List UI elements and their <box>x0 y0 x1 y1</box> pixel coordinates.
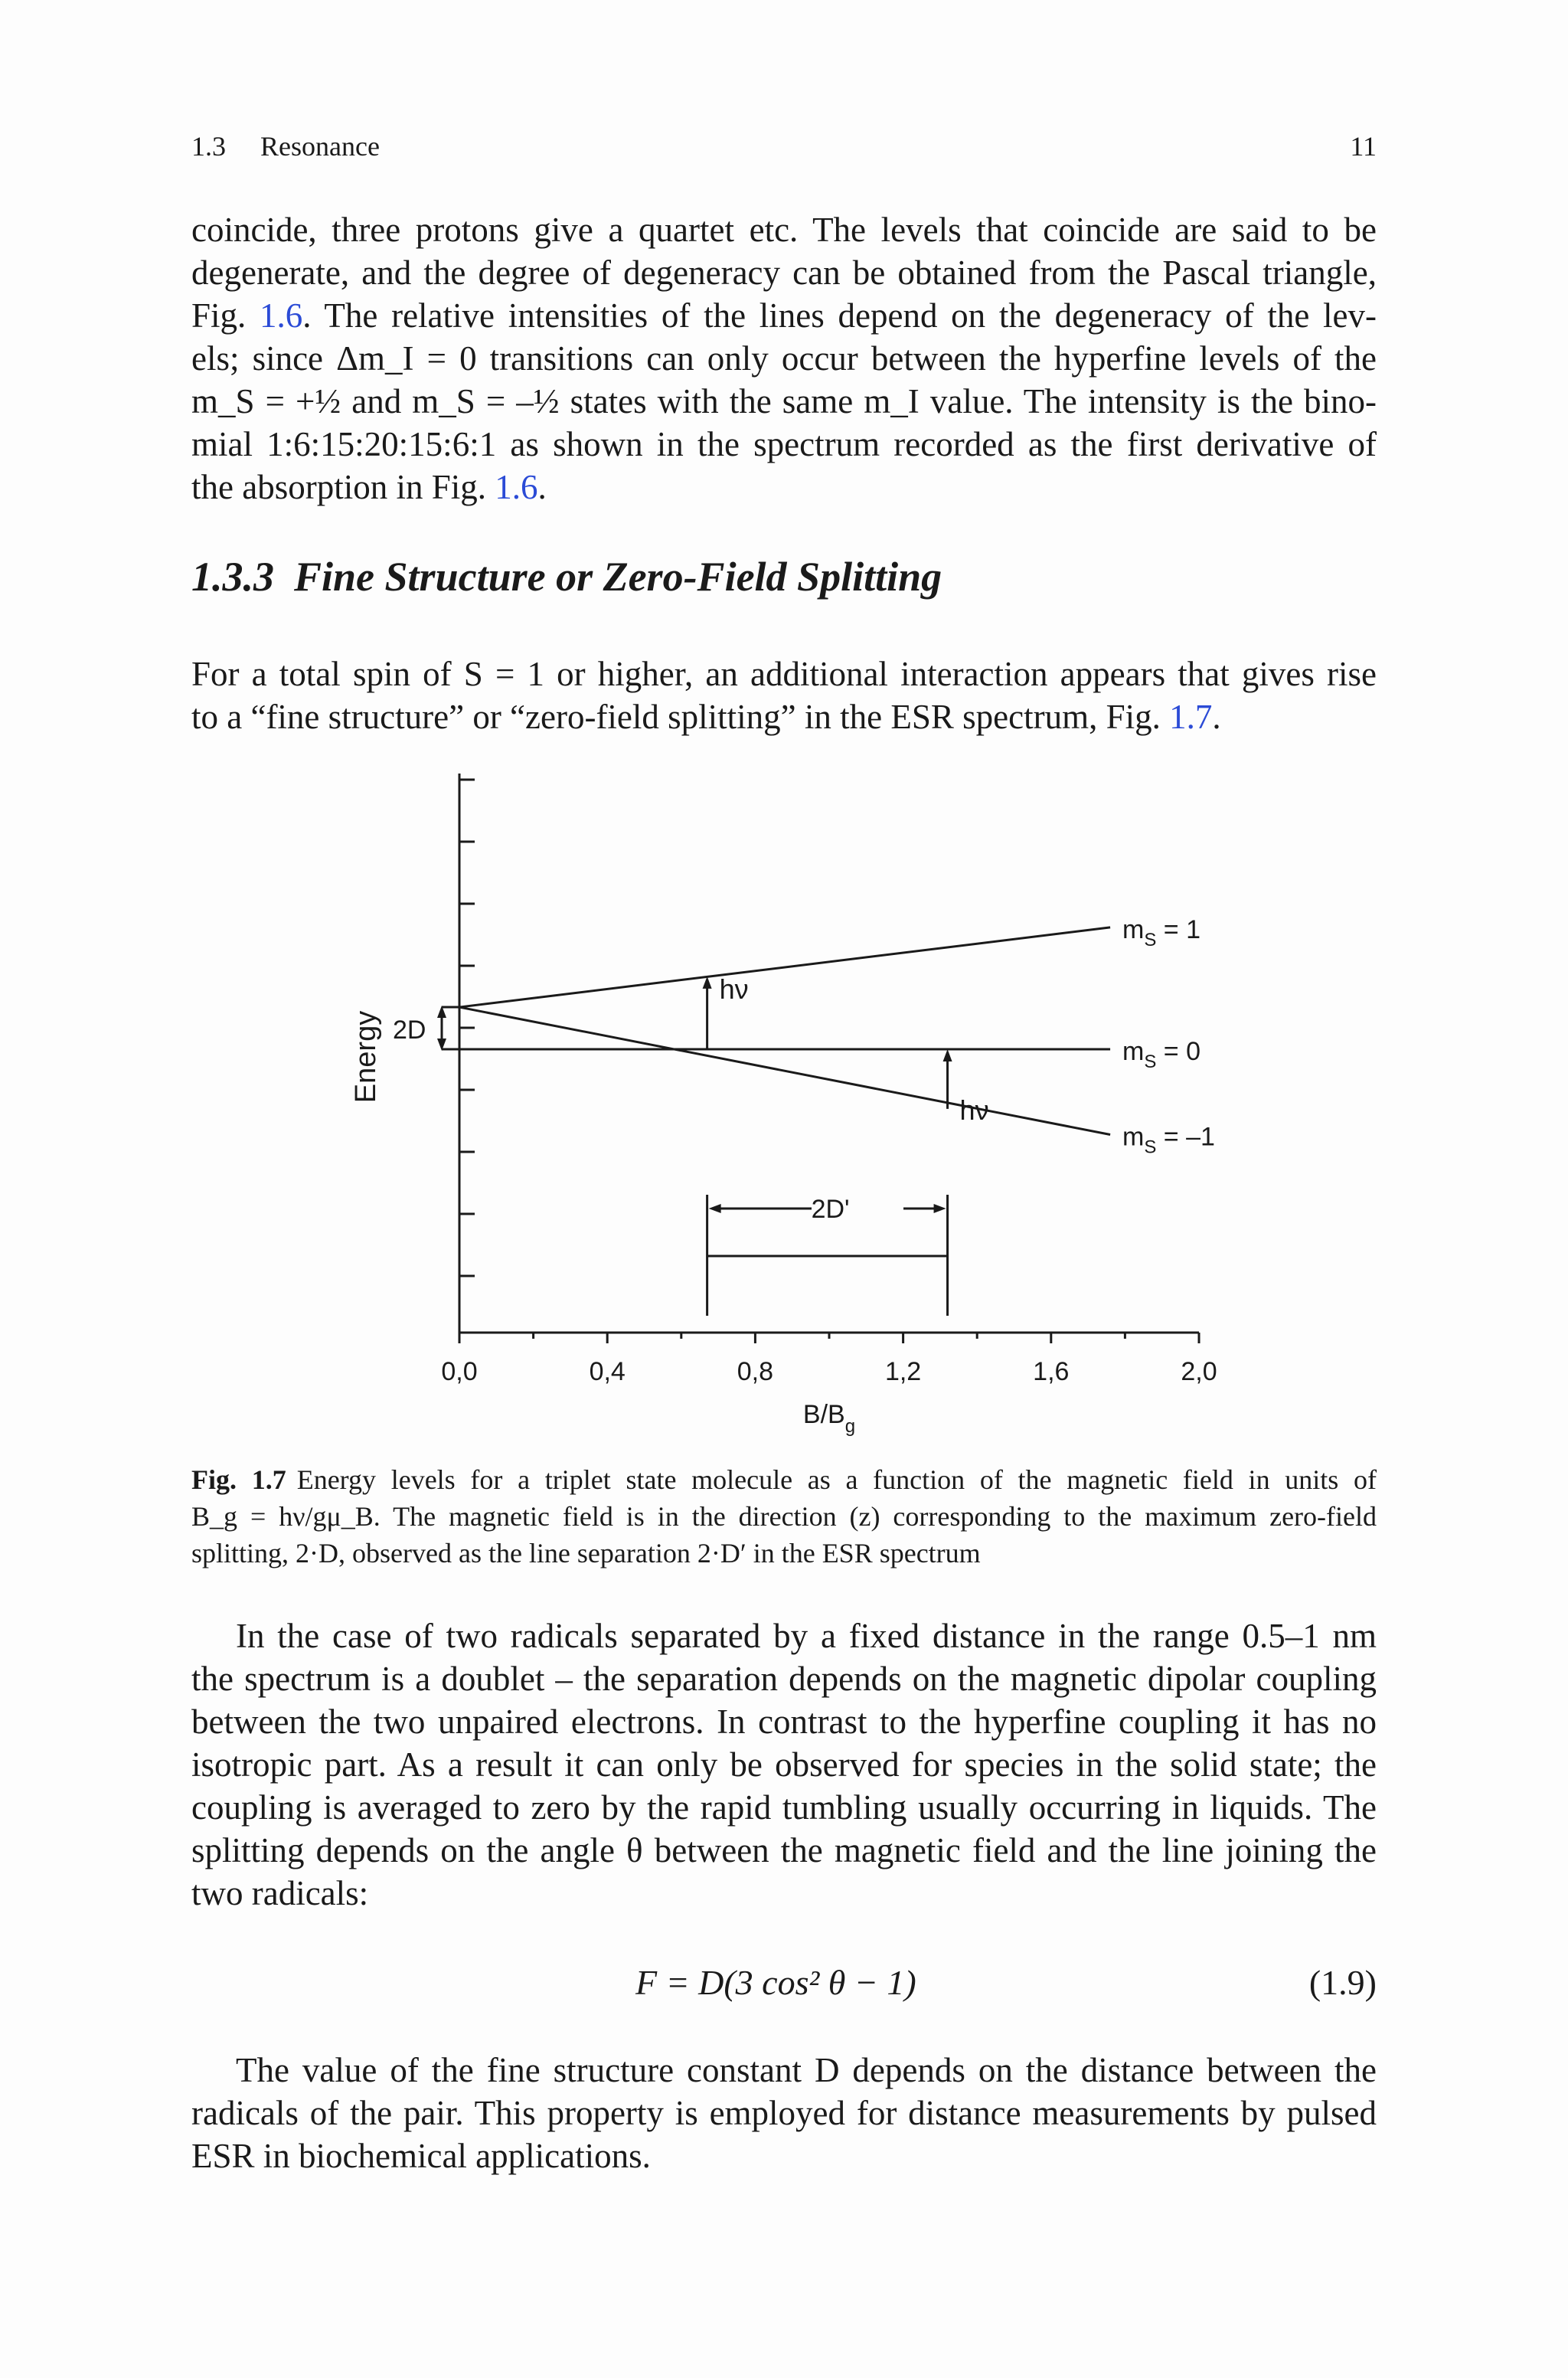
figure-link[interactable]: 1.6 <box>495 468 538 506</box>
text-line: ESR in biochemical applications. <box>191 2137 651 2175</box>
label-2D-prime: 2D' <box>811 1195 850 1224</box>
transition-label: hν <box>719 973 749 1005</box>
text-line: The value of the fine structure constant D depends on the distance between the <box>236 2051 1377 2089</box>
x-tick-label: 0,0 <box>441 1357 478 1386</box>
text-line: coincide, three protons give a quartet etc. The levels that coincide are said to be <box>191 211 1377 249</box>
y-ticks <box>459 780 475 1276</box>
transition-label: hν <box>959 1094 989 1126</box>
text-line: Fig. 1.6. The relative intensities of the lines depend on the degeneracy of the lev- <box>191 296 1377 335</box>
caption-line: Fig. 1.7 Energy levels for a triplet state molecule as a function of the magnetic field in units of <box>191 1464 1377 1495</box>
paragraph-4 <box>191 2049 1377 2177</box>
x-axis-label: $B/B_g$ <box>802 1400 856 1437</box>
text-line: els; since Δm_I = 0 transitions can only occur between the hyperfine levels of the <box>191 339 1377 378</box>
equation-number: (1.9) <box>1308 1963 1377 2002</box>
section-title: Fine Structure or Zero-Field Splitting <box>294 554 942 600</box>
axes <box>459 774 1199 1333</box>
text-line: radicals of the pair. This property is employed for distance measurements by pulsed <box>191 2094 1377 2132</box>
text-line: splitting depends on the angle θ between the magnetic field and the line joining the <box>191 1831 1377 1869</box>
figure-link[interactable]: 1.7 <box>1169 698 1213 736</box>
section-number: 1.3.3 <box>191 554 274 600</box>
caption-line: B_g = hν/gμ_B. The magnetic field is in the direction (z) corresponding to the maximum zero-field <box>191 1501 1377 1532</box>
text-line: isotropic part. As a result it can only be observed for species in the solid state; the <box>191 1745 1377 1784</box>
text-line: mial 1:6:15:20:15:6:1 as shown in the spectrum recorded as the first derivative of <box>191 425 1377 463</box>
text-line: In the case of two radicals separated by a fixed distance in the range 0.5–1 nm <box>236 1617 1377 1655</box>
figure-caption <box>191 1461 1377 1572</box>
figure-link[interactable]: 1.6 <box>260 296 303 335</box>
x-tick-label: 0,8 <box>737 1357 774 1386</box>
level-label: $m_S = 0$ <box>1122 1037 1201 1072</box>
level-line <box>459 1007 1110 1134</box>
level-label: $m_S = 1$ <box>1122 914 1201 950</box>
x-tick-label: 2,0 <box>1181 1357 1217 1386</box>
arrowhead <box>934 1204 946 1213</box>
arrowhead <box>943 1049 952 1061</box>
paragraph-3 <box>191 1614 1377 1915</box>
equation: F = D(3 cos² θ − 1) <box>635 1963 916 2002</box>
text-line: coupling is averaged to zero by the rapid tumbling usually occurring in liquids. The <box>191 1788 1377 1827</box>
page-number: 11 <box>1350 131 1377 162</box>
running-head-title: Resonance <box>260 131 380 162</box>
text-line: m_S = +½ and m_S = –½ states with the same m_I value. The intensity is the bino- <box>191 382 1377 420</box>
energy-levels <box>459 915 1215 1158</box>
x-tick-label: 1,2 <box>884 1357 922 1386</box>
text-line: two radicals: <box>191 1874 369 1912</box>
level-label: $m_S = -1$ <box>1122 1122 1215 1158</box>
text-line: between the two unpaired electrons. In contrast to the hyperfine coupling it has no <box>191 1703 1377 1741</box>
x-ticks <box>441 1333 1217 1386</box>
running-head-section: 1.3 <box>191 131 226 162</box>
x-tick-label: 1,6 <box>1033 1357 1070 1386</box>
caption-label: Fig. 1.7 <box>191 1464 286 1495</box>
label-2D: 2D <box>393 1016 426 1045</box>
text-line: the absorption in Fig. 1.6. <box>191 468 547 506</box>
arrowhead <box>709 1204 721 1213</box>
level-line <box>459 927 1110 1007</box>
annotations <box>393 1006 948 1316</box>
y-axis-label: Energy <box>350 1010 382 1104</box>
text-line: For a total spin of S = 1 or higher, an additional interaction appears that gives rise <box>191 655 1377 693</box>
text-line: to a “fine structure” or “zero-field splitting” in the ESR spectrum, Fig. 1.7. <box>191 698 1221 736</box>
text-line: degenerate, and the degree of degeneracy can be obtained from the Pascal triangle, <box>191 254 1377 292</box>
x-tick-label: 0,4 <box>589 1357 626 1386</box>
caption-line: splitting, 2·D, observed as the line separation 2·D′ in the ESR spectrum <box>191 1538 981 1568</box>
text-line: the spectrum is a doublet – the separation depends on the magnetic dipolar coupling <box>191 1660 1377 1698</box>
